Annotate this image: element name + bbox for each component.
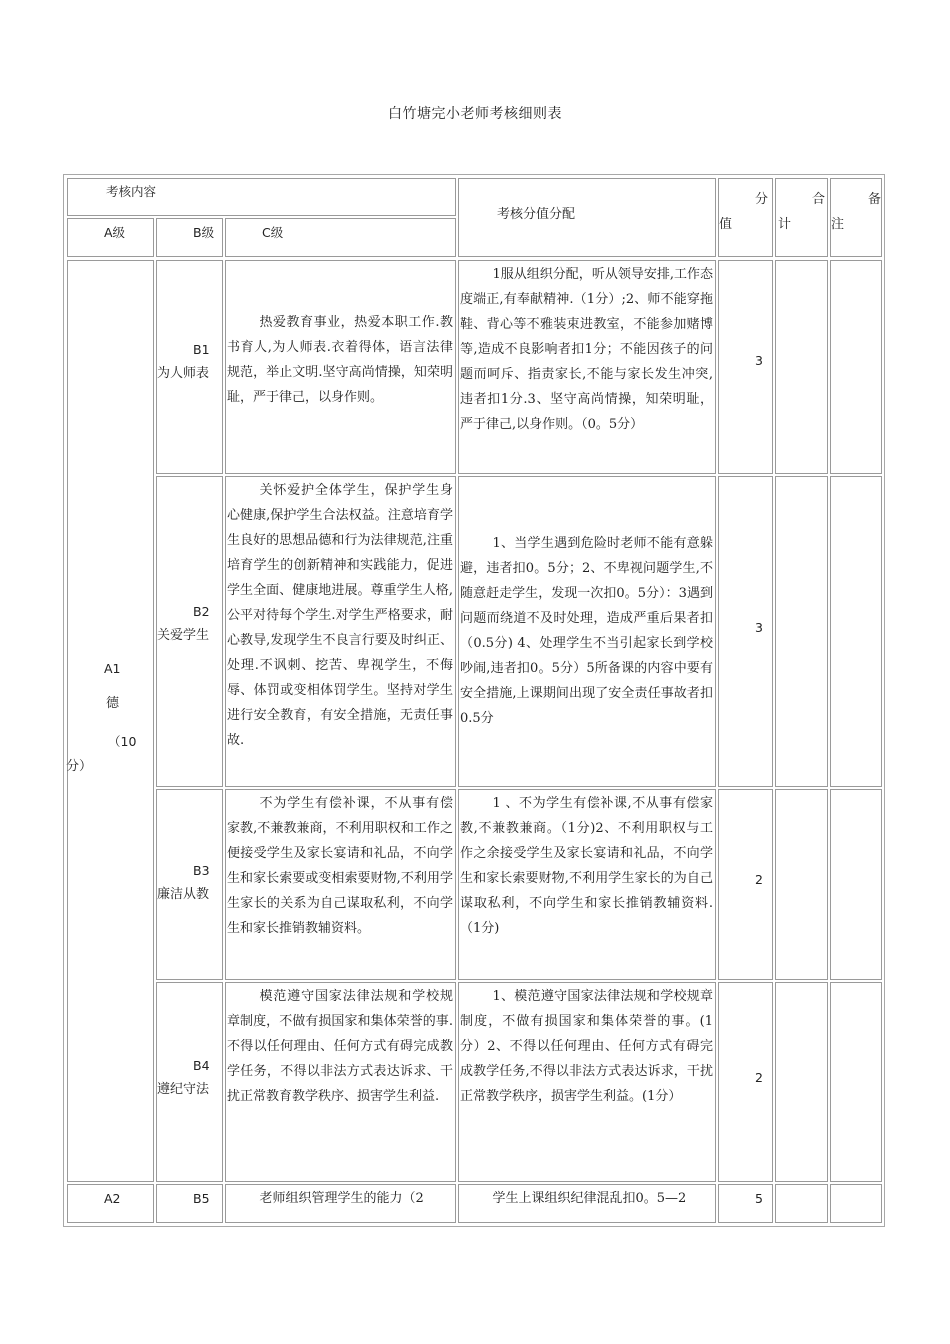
b4-c-cell (225, 982, 456, 1182)
header-total-bottom: 计 (778, 217, 792, 232)
header-level-b (156, 218, 223, 257)
header-note-bottom: 注 (831, 217, 845, 232)
b5-code: B5 (193, 1191, 210, 1206)
b4-name: 遵纪守法 (157, 1081, 210, 1097)
b2-note-cell (830, 476, 882, 787)
header-level-a (67, 218, 154, 257)
header-total (775, 178, 828, 257)
header-level-a-label: A级 (104, 225, 126, 240)
a1-score-close: 分） (66, 759, 93, 774)
b5-c-text: 老师组织管理学生的能力（2 (259, 1191, 424, 1206)
header-content (67, 178, 456, 216)
a1-cell (67, 260, 154, 1182)
b1-note-cell (830, 260, 882, 474)
b5-allocation-cell (458, 1184, 716, 1223)
b5-allocation-text: 学生上课组织纪律混乱扣0。5—2 (492, 1191, 687, 1206)
header-level-b-label: B级 (193, 225, 215, 240)
b3-score: 2 (755, 872, 763, 887)
b2-c-cell (225, 476, 456, 787)
b3-allocation-cell (458, 789, 716, 980)
header-note (830, 178, 882, 257)
b3-c-text: 不为学生有偿补课，不从事有偿家教,不兼教兼商，不利用职权和工作之便接受学生及家长宴请和礼品，不向学生和家长索要或变相索要财物,不利用学生家长的关系为自己谋取私利，不向学生和家长推销教辅资料。 (227, 796, 453, 936)
b2-c-text: 关怀爱护全体学生，保护学生身心健康,保护学生合法权益。注意培育学生良好的思想品德和行为法律规范,注重培育学生的创新精神和实践能力，促进学生全面、健康地进展。尊重学生人格,公平对待每个学生.对学生严格要求，耐心教导,发现学生不良言行要及时纠正、处理.不讽刺、挖苦、卑视学生，不侮辱、体罚或变相体罚学生。坚持对学生进行安全教育，有安全措施，无责任事故. (227, 483, 453, 748)
b2-label (157, 600, 210, 648)
b3-name: 廉洁从教 (157, 887, 210, 902)
page-title: 白竹塘完小老师考核细则表 (388, 106, 562, 122)
b4-allocation-text: 1、模范遵守国家法律法规和学校规章制度，不做有损国家和集体荣誉的事。(1分）2、不得以任何理由、任何方式有碍完成教学任务,不得以非法方式表达诉求，干扰正常教学秩序，损害学生利益。(1分） (460, 989, 713, 1104)
b1-label (157, 338, 210, 386)
b5-note-cell (830, 1184, 882, 1223)
b4-cell (156, 982, 223, 1182)
header-note-top: 备 (867, 192, 881, 207)
b2-score: 3 (755, 620, 763, 635)
b2-code: B2 (193, 603, 210, 619)
b1-allocation-cell (458, 260, 716, 474)
b3-cell (156, 789, 223, 980)
b5-score: 5 (755, 1191, 763, 1206)
b4-label (157, 1054, 210, 1102)
b3-allocation-text: 1 、不为学生有偿补课,不从事有偿家教,不兼教兼商。（1分)2、不利用职权与工作之余接受学生及家长宴请和礼品，不向学生和家长索要财物,不利用学生家长的为自己谋取私利，不向学生和家长推销教辅资料.（1分) (460, 796, 713, 936)
header-content-label: 考核内容 (106, 184, 157, 199)
b4-total-cell (775, 982, 828, 1182)
b3-label (157, 859, 210, 907)
b1-score: 3 (755, 353, 763, 368)
b2-score-cell (718, 476, 773, 787)
a1-code: A1 (104, 661, 121, 676)
header-allocation-label: 考核分值分配 (497, 207, 576, 222)
header-score-top: 分 (754, 192, 768, 207)
header-level-c (225, 218, 456, 257)
b5-score-cell (718, 1184, 773, 1223)
b1-name: 为人师表 (157, 366, 210, 381)
a2-code: A2 (104, 1191, 121, 1206)
b3-c-cell (225, 789, 456, 980)
b2-name: 关爱学生 (157, 627, 210, 643)
b4-score-cell (718, 982, 773, 1182)
a2-cell (67, 1184, 154, 1223)
b2-cell (156, 476, 223, 787)
b1-c-cell (225, 260, 456, 474)
a1-score-open: （10 (108, 734, 137, 749)
b1-c-text: 热爱教育事业，热爱本职工作.教书育人,为人师表.衣着得体，语言法律规范，举止文明.坚守高尚情操，知荣明耻，严于律己，以身作则。 (227, 315, 453, 405)
b4-c-text: 模范遵守国家法律法规和学校规章制度，不做有损国家和集体荣誉的事.不得以任何理由、任何方式有碍完成教学任务，不得以非法方式表达诉求、干扰正常教育教学秩序、损害学生利益. (227, 989, 453, 1104)
b5-c-cell (225, 1184, 456, 1223)
b4-allocation-cell (458, 982, 716, 1182)
b2-total-cell (775, 476, 828, 787)
b3-note-cell (830, 789, 882, 980)
b1-score-cell (718, 260, 773, 474)
b5-total-cell (775, 1184, 828, 1223)
b2-allocation-cell (458, 476, 716, 787)
b3-score-cell (718, 789, 773, 980)
b1-total-cell (775, 260, 828, 474)
header-total-top: 合 (811, 192, 825, 207)
b4-code: B4 (193, 1057, 210, 1073)
b4-score: 2 (755, 1069, 763, 1085)
b1-allocation-text: 1服从组织分配，听从领导安排,工作态度端正,有奉献精神.（1分）;2、师不能穿拖鞋、背心等不雅装束进教室，不能参加赌博等,造成不良影响者扣1分；不能因孩子的问题而呵斥、指责家长,不能与家长发生冲突,违者扣1分.3、坚守高尚情操，知荣明耻，严于律己,以身作则。（0。5分） (460, 267, 713, 432)
b1-cell (156, 260, 223, 474)
b2-allocation-text: 1、当学生遇到危险时老师不能有意躲避，违者扣0。5分；2、不卑视问题学生,不随意赶走学生，发现一次扣0。5分）：3遇到问题而绕道不及时处理，造成严重后果者扣（0.5分) 4、处理学生不当引起家长到学校吵闹,违者扣0。5分）5所备课的内容中要有安全措施,上课期间出现了安全责任事故者扣0.5分 (460, 536, 713, 726)
header-score (718, 178, 773, 257)
header-allocation (458, 178, 716, 257)
b3-total-cell (775, 789, 828, 980)
b5-cell (156, 1184, 223, 1223)
b4-note-cell (830, 982, 882, 1182)
b1-code: B1 (193, 342, 210, 357)
header-level-c-label: C级 (262, 225, 284, 240)
b3-code: B3 (193, 863, 210, 878)
a1-name: 德 (106, 696, 120, 711)
header-score-bottom: 值 (719, 217, 733, 232)
